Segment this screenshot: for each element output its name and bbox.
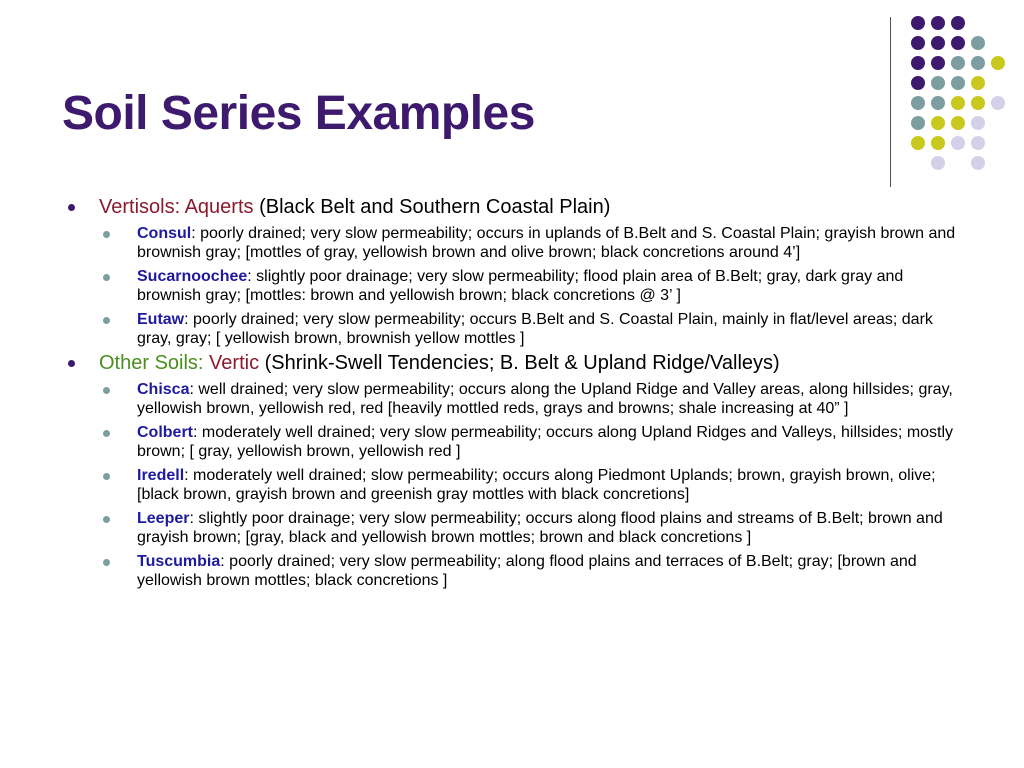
decor-dot [911, 116, 925, 130]
decor-dot [911, 96, 925, 110]
soil-name: Chisca [137, 381, 190, 398]
soil-name: Leeper [137, 510, 190, 527]
bullet-icon [103, 317, 110, 324]
soil-name: Tuscumbia [137, 553, 221, 570]
soil-name: Colbert [137, 424, 193, 441]
bullet-icon [68, 360, 75, 367]
list-item [137, 466, 963, 504]
decor-dot [931, 96, 945, 110]
soil-description: : moderately well drained; very slow permeability; occurs along Upland Ridges and Valleys, hillsides; mostly brown; [ gray, yellowish brown, yellowish red ] [137, 424, 954, 460]
soil-name: Iredell [137, 467, 185, 484]
decor-dot [931, 156, 945, 170]
slide-body [66, 195, 966, 590]
soil-description: : slightly poor drainage; very slow permeability; occurs along flood plains and streams of B.Belt; brown and grayish brown; [gray, black and yellowish brown mottles; brown and black concretions ] [137, 510, 943, 546]
decor-dot [971, 36, 985, 50]
section-detail: (Black Belt and Southern Coastal Plain) [253, 196, 611, 218]
decor-dot [971, 76, 985, 90]
soil-description: : poorly drained; very slow permeability; occurs B.Belt and S. Coastal Plain, mainly in flat/level areas; dark gray, gray; [ yellowish brown, brownish yellow mottles ] [137, 311, 933, 347]
soil-description: : well drained; very slow permeability; occurs along the Upland Ridge and Valley areas, along hillsides; gray, yellowish brown, yellowish red, red [heavily mottled reds, grays and browns; shale increasing at 40” ] [137, 381, 953, 417]
decor-dot [931, 116, 945, 130]
soil-name: Consul [137, 225, 192, 242]
decor-dot [931, 136, 945, 150]
list-item [137, 423, 963, 461]
decor-dot [971, 136, 985, 150]
list-item [137, 509, 963, 547]
bullet-icon [103, 231, 110, 238]
slide-title: Soil Series Examples [62, 87, 535, 140]
decor-dot [911, 16, 925, 30]
decor-dot [951, 56, 965, 70]
decor-dot [911, 36, 925, 50]
bullet-icon [103, 274, 110, 281]
decor-dot [971, 56, 985, 70]
decor-dot [951, 76, 965, 90]
section-detail: (Shrink-Swell Tendencies; B. Belt & Upland Ridge/Valleys) [259, 352, 780, 374]
decor-dot [931, 16, 945, 30]
list-item [137, 224, 963, 262]
bullet-icon [103, 473, 110, 480]
section-label: Other Soils: [99, 352, 210, 374]
decor-dot [951, 116, 965, 130]
list-item [137, 552, 963, 590]
soil-name: Sucarnoochee [137, 268, 248, 285]
soil-description: : poorly drained; very slow permeability; occurs in uplands of B.Belt and S. Coastal Plain; grayish brown and brownish gray; [mottles of gray, yellowish brown and olive brown; black concretions around 4’] [137, 225, 956, 261]
decor-dot [971, 116, 985, 130]
decor-dot [931, 56, 945, 70]
decor-dot [971, 156, 985, 170]
decor-dot [911, 136, 925, 150]
bullet-icon [103, 387, 110, 394]
soil-description: : poorly drained; very slow permeability; along flood plains and terraces of B.Belt; gray; [brown and yellowish brown mottles; black concretions ] [137, 553, 917, 589]
decor-dot [911, 76, 925, 90]
bullet-icon [103, 559, 110, 566]
decor-dot [971, 96, 985, 110]
decor-dot [951, 136, 965, 150]
section-heading-vertisols [66, 195, 966, 219]
decor-dot [951, 36, 965, 50]
divider-line [890, 17, 891, 187]
soil-name: Eutaw [137, 311, 185, 328]
section-label-vertic: Vertic [209, 352, 260, 374]
section-label: Vertisols: Aquerts [99, 196, 254, 218]
section-heading-other-soils [66, 351, 966, 375]
decor-dot [991, 96, 1005, 110]
decor-dot [951, 96, 965, 110]
decor-dot [951, 16, 965, 30]
decor-dot [911, 56, 925, 70]
soil-description: : moderately well drained; slow permeability; occurs along Piedmont Uplands; brown, grayish brown, olive; [black brown, grayish brown and greenish gray mottles with black concretions] [137, 467, 936, 503]
bullet-icon [103, 516, 110, 523]
decor-dot [931, 36, 945, 50]
list-item [137, 267, 963, 305]
bullet-icon [68, 204, 75, 211]
list-item [137, 380, 963, 418]
list-item [137, 310, 963, 348]
bullet-icon [103, 430, 110, 437]
decor-dot [931, 76, 945, 90]
decor-dot [991, 56, 1005, 70]
soil-description: : slightly poor drainage; very slow permeability; flood plain area of B.Belt; gray, dark gray and brownish gray; [mottles: brown and yellowish brown; black concretions @ 3’ ] [137, 268, 904, 304]
